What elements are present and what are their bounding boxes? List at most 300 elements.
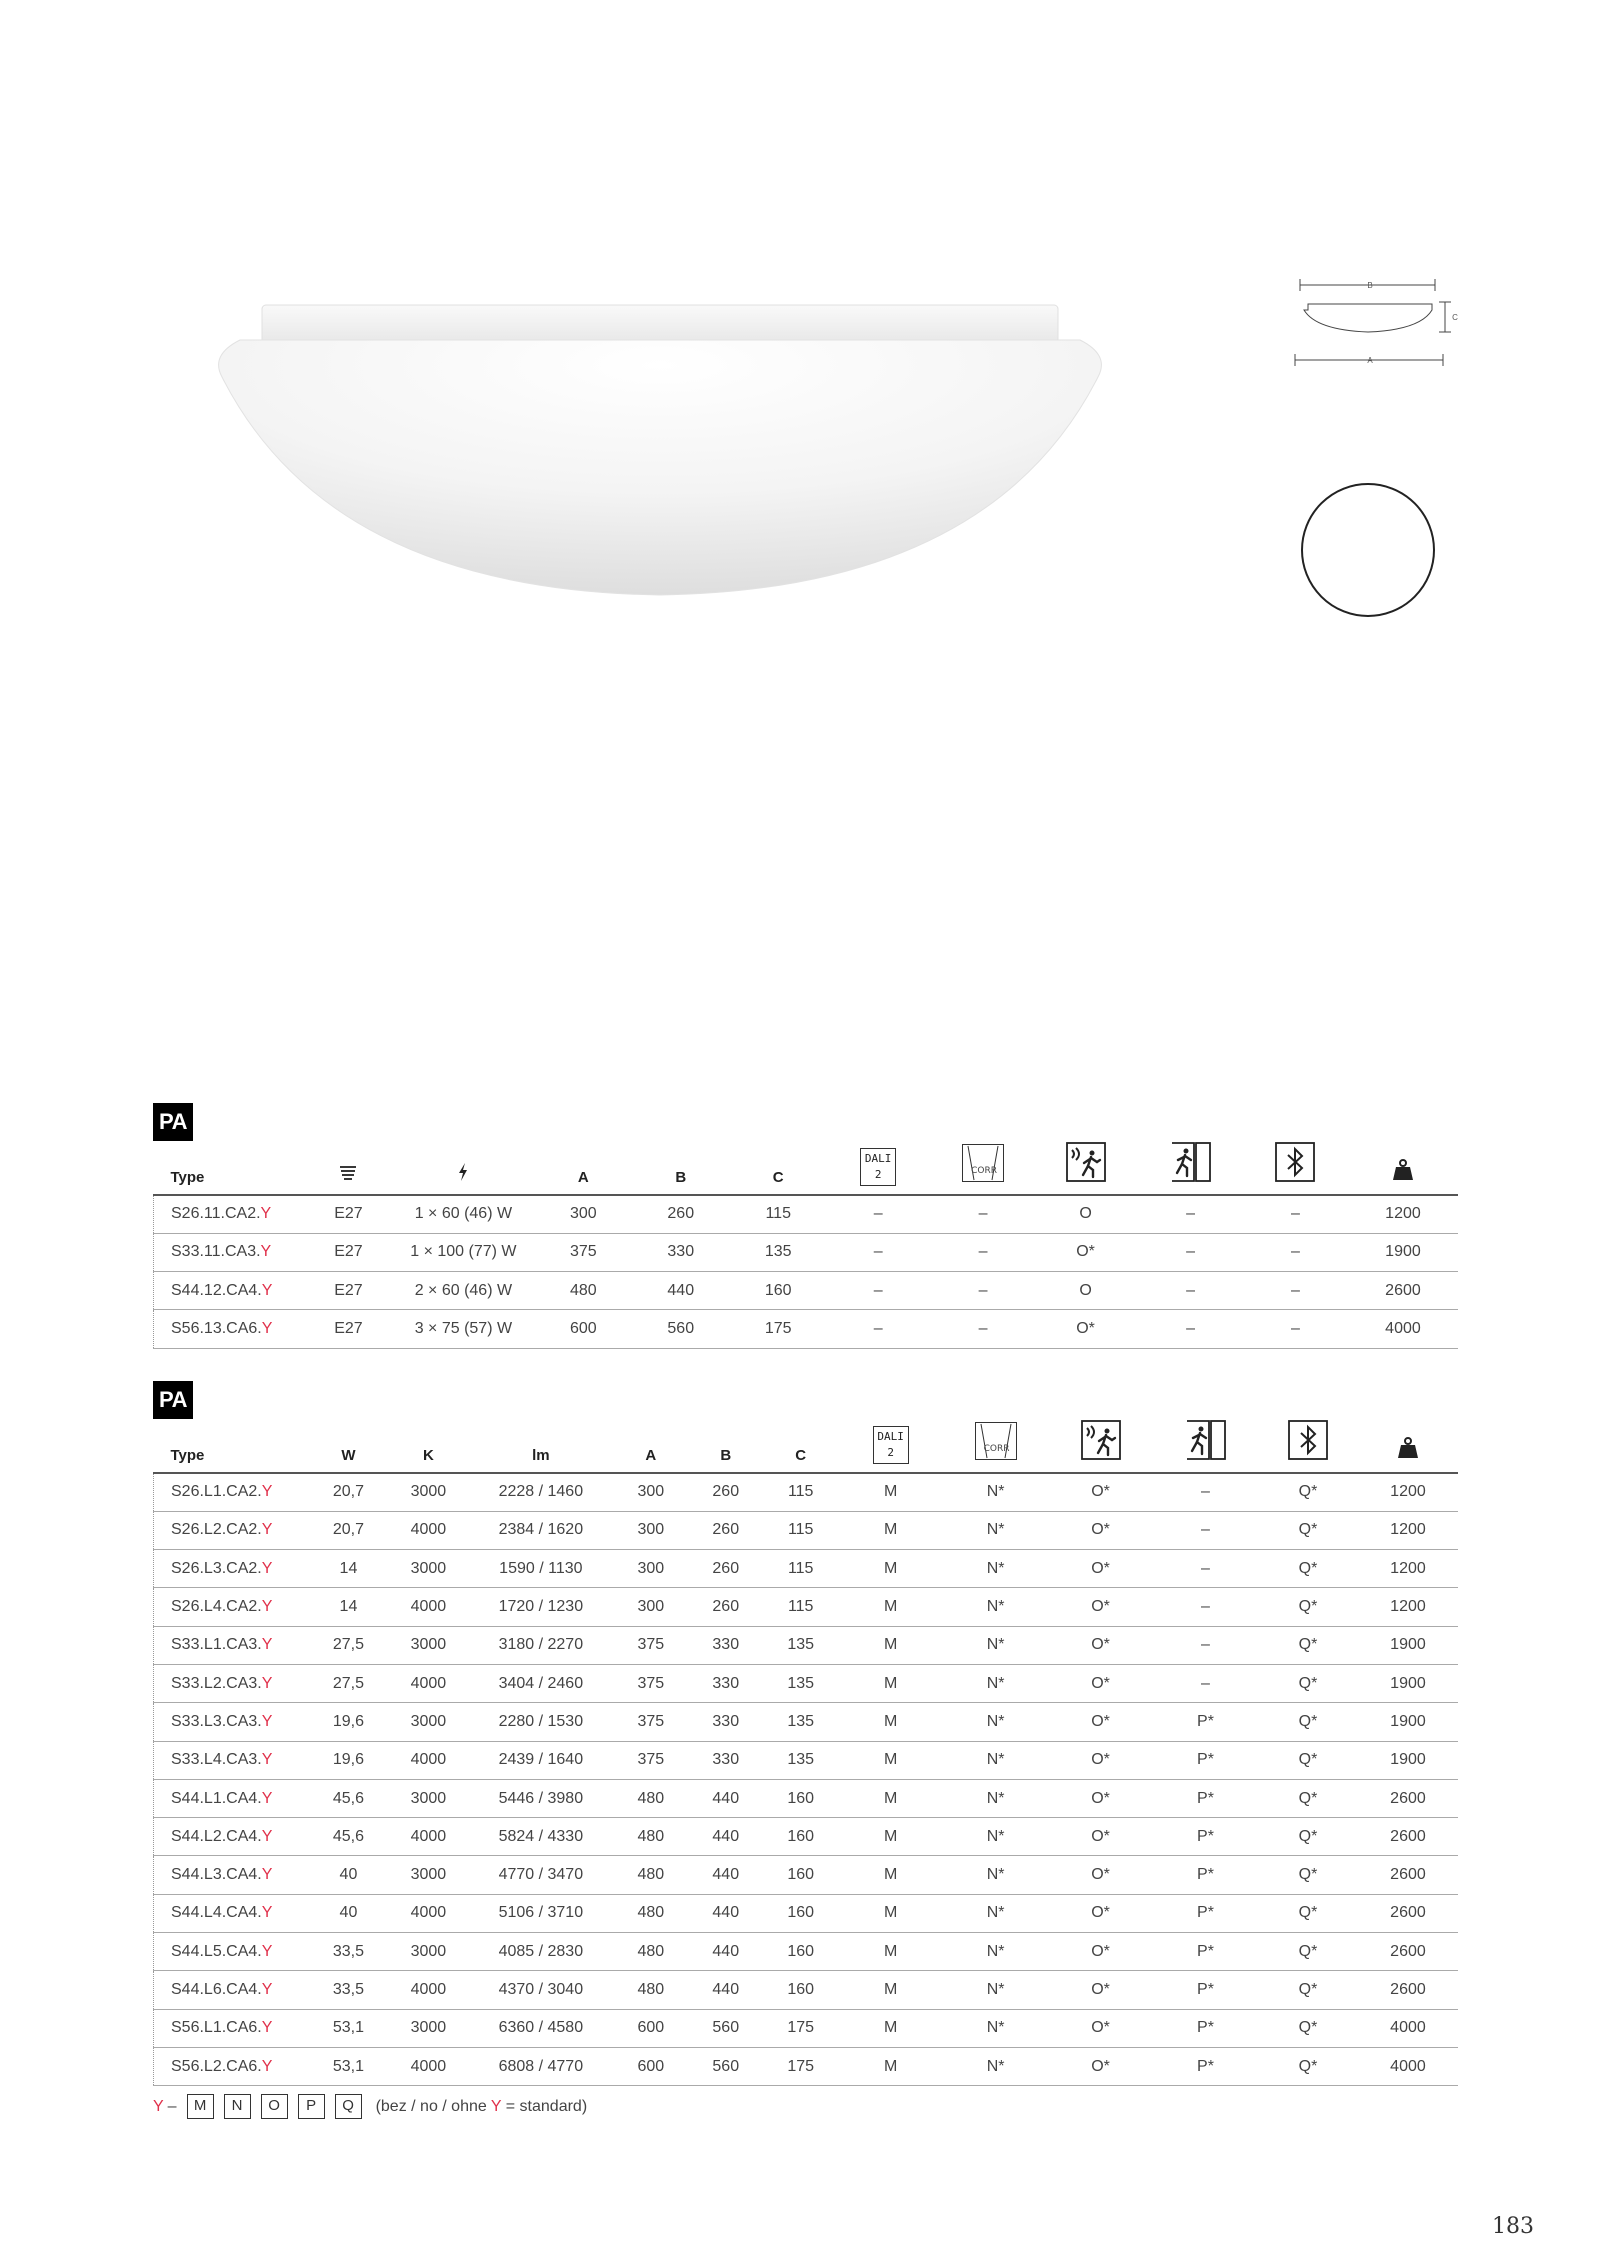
cell-bluetooth: Q* — [1258, 1779, 1358, 1817]
option-legend — [153, 2094, 587, 2119]
cell-b: 560 — [688, 2047, 763, 2085]
cell-a: 480 — [613, 1856, 688, 1894]
table-row — [154, 1272, 1459, 1310]
cell-type: S26.L4.CA2.Y — [154, 1588, 309, 1626]
corridor-function-icon: CORR — [933, 1141, 1033, 1195]
cell-lm: 2228 / 1460 — [468, 1473, 613, 1511]
table-row — [154, 1195, 1459, 1233]
cell-power: 2 × 60 (46) W — [388, 1272, 538, 1310]
cell-type: S56.L2.CA6.Y — [154, 2047, 309, 2085]
cell-sensor: O* — [1048, 1588, 1153, 1626]
spec-block-conventional — [153, 1103, 1458, 1349]
table-row — [154, 1703, 1459, 1741]
cell-type: S44.L4.CA4.Y — [154, 1894, 309, 1932]
cell-type: S26.11.CA2.Y — [154, 1195, 309, 1233]
cell-dali: M — [838, 1971, 943, 2009]
cell-emergency: P* — [1153, 1856, 1258, 1894]
cell-bluetooth: Q* — [1258, 1741, 1358, 1779]
cell-b: 260 — [688, 1473, 763, 1511]
cell-c: 160 — [763, 1933, 838, 1971]
cell-a: 300 — [613, 1550, 688, 1588]
col-w: W — [308, 1419, 388, 1473]
cell-bluetooth: – — [1243, 1195, 1348, 1233]
cell-type: S33.L4.CA3.Y — [154, 1741, 309, 1779]
cell-dali: M — [838, 1818, 943, 1856]
cell-weight: 2600 — [1358, 1971, 1458, 2009]
cell-corr: – — [933, 1310, 1033, 1348]
cell-corr: N* — [943, 1856, 1048, 1894]
option-box-n: N — [224, 2094, 251, 2119]
cell-k: 4000 — [388, 1588, 468, 1626]
cell-dali: M — [838, 1894, 943, 1932]
cell-dali: M — [838, 1511, 943, 1549]
cell-c: 160 — [733, 1272, 823, 1310]
cell-weight: 1200 — [1358, 1550, 1458, 1588]
cell-weight: 2600 — [1348, 1272, 1458, 1310]
cell-w: 14 — [308, 1588, 388, 1626]
cell-k: 4000 — [388, 1664, 468, 1702]
cell-emergency: – — [1153, 1511, 1258, 1549]
col-c: C — [763, 1419, 838, 1473]
cell-sensor: O* — [1033, 1310, 1138, 1348]
cell-w: 45,6 — [308, 1779, 388, 1817]
col-a: A — [613, 1419, 688, 1473]
cell-bluetooth: Q* — [1258, 1626, 1358, 1664]
cell-c: 115 — [763, 1588, 838, 1626]
option-box-m: M — [187, 2094, 214, 2119]
cell-bluetooth: Q* — [1258, 1933, 1358, 1971]
cell-b: 440 — [628, 1272, 733, 1310]
weight-icon — [1358, 1419, 1458, 1473]
col-lm: lm — [468, 1419, 613, 1473]
cell-k: 3000 — [388, 1703, 468, 1741]
cell-emergency: P* — [1153, 2047, 1258, 2085]
cell-sensor: O* — [1048, 1550, 1153, 1588]
cell-c: 135 — [763, 1664, 838, 1702]
cell-emergency: – — [1153, 1626, 1258, 1664]
cell-a: 300 — [613, 1473, 688, 1511]
cell-bluetooth: Q* — [1258, 1894, 1358, 1932]
side-dimension-drawing — [1290, 270, 1470, 380]
cell-sensor: O* — [1048, 1971, 1153, 2009]
cell-b: 330 — [688, 1703, 763, 1741]
cell-corr: N* — [943, 1818, 1048, 1856]
cell-k: 4000 — [388, 1511, 468, 1549]
product-photo — [210, 295, 1110, 615]
cell-a: 480 — [613, 1818, 688, 1856]
pa-badge: PA — [153, 1103, 193, 1141]
cell-k: 3000 — [388, 1626, 468, 1664]
cell-a: 600 — [538, 1310, 628, 1348]
cell-type: S26.L2.CA2.Y — [154, 1511, 309, 1549]
col-k: K — [388, 1419, 468, 1473]
cell-lm: 2280 / 1530 — [468, 1703, 613, 1741]
cell-type: S44.L5.CA4.Y — [154, 1933, 309, 1971]
cell-b: 260 — [688, 1511, 763, 1549]
col-b: B — [688, 1419, 763, 1473]
cell-b: 260 — [628, 1195, 733, 1233]
table-row — [154, 1856, 1459, 1894]
cell-w: 53,1 — [308, 2047, 388, 2085]
cell-emergency: – — [1138, 1233, 1243, 1271]
cell-a: 375 — [613, 1703, 688, 1741]
cell-dali: M — [838, 1933, 943, 1971]
emergency-exit-icon — [1153, 1419, 1258, 1473]
cell-dali: M — [838, 1626, 943, 1664]
cell-type: S56.13.CA6.Y — [154, 1310, 309, 1348]
cell-w: 53,1 — [308, 2009, 388, 2047]
cell-b: 440 — [688, 1779, 763, 1817]
cell-w: 27,5 — [308, 1664, 388, 1702]
cell-lm: 1590 / 1130 — [468, 1550, 613, 1588]
cell-emergency: – — [1153, 1550, 1258, 1588]
cell-weight: 2600 — [1358, 1933, 1458, 1971]
cell-a: 375 — [613, 1626, 688, 1664]
col-a: A — [538, 1141, 628, 1195]
weight-icon — [1348, 1141, 1458, 1195]
cell-power: 1 × 100 (77) W — [388, 1233, 538, 1271]
cell-k: 3000 — [388, 2009, 468, 2047]
table-row — [154, 1310, 1459, 1348]
cell-type: S26.L1.CA2.Y — [154, 1473, 309, 1511]
cell-bluetooth: Q* — [1258, 1664, 1358, 1702]
cell-weight: 1900 — [1358, 1626, 1458, 1664]
cell-sensor: O* — [1048, 1511, 1153, 1549]
cell-c: 135 — [763, 1741, 838, 1779]
col-type: Type — [154, 1141, 309, 1195]
cell-type: S44.L2.CA4.Y — [154, 1818, 309, 1856]
cell-a: 480 — [613, 1779, 688, 1817]
cell-corr: N* — [943, 1626, 1048, 1664]
cell-k: 3000 — [388, 1779, 468, 1817]
cell-a: 375 — [613, 1741, 688, 1779]
cell-b: 440 — [688, 1856, 763, 1894]
cell-weight: 1200 — [1348, 1195, 1458, 1233]
cell-lm: 4370 / 3040 — [468, 1971, 613, 2009]
bluetooth-icon — [1243, 1141, 1348, 1195]
spec-block-led — [153, 1381, 1458, 2086]
cell-emergency: P* — [1153, 1779, 1258, 1817]
cell-weight: 2600 — [1358, 1856, 1458, 1894]
cell-bluetooth: Q* — [1258, 1550, 1358, 1588]
cell-dali: M — [838, 1779, 943, 1817]
cell-k: 4000 — [388, 1818, 468, 1856]
cell-a: 300 — [538, 1195, 628, 1233]
cell-b: 330 — [688, 1664, 763, 1702]
emergency-exit-icon — [1138, 1141, 1243, 1195]
cell-lm: 2439 / 1640 — [468, 1741, 613, 1779]
cell-corr: N* — [943, 1588, 1048, 1626]
cell-w: 14 — [308, 1550, 388, 1588]
bluetooth-icon — [1258, 1419, 1358, 1473]
cell-k: 3000 — [388, 1933, 468, 1971]
cell-w: 40 — [308, 1856, 388, 1894]
cell-socket: E27 — [308, 1233, 388, 1271]
cell-b: 560 — [628, 1310, 733, 1348]
cell-corr: N* — [943, 1511, 1048, 1549]
cell-corr: N* — [943, 1894, 1048, 1932]
cell-weight: 1900 — [1348, 1233, 1458, 1271]
cell-type: S44.L3.CA4.Y — [154, 1856, 309, 1894]
cell-weight: 2600 — [1358, 1894, 1458, 1932]
cell-weight: 1200 — [1358, 1511, 1458, 1549]
cell-w: 33,5 — [308, 1971, 388, 2009]
cell-c: 160 — [763, 1894, 838, 1932]
cell-corr: N* — [943, 2009, 1048, 2047]
cell-c: 135 — [763, 1626, 838, 1664]
cell-k: 3000 — [388, 1550, 468, 1588]
cell-k: 4000 — [388, 2047, 468, 2085]
cell-a: 300 — [613, 1588, 688, 1626]
cell-sensor: O* — [1048, 1741, 1153, 1779]
cell-bluetooth: Q* — [1258, 1511, 1358, 1549]
cell-c: 115 — [733, 1195, 823, 1233]
cell-c: 135 — [733, 1233, 823, 1271]
cell-corr: N* — [943, 1473, 1048, 1511]
cell-a: 600 — [613, 2009, 688, 2047]
cell-dali: M — [838, 1741, 943, 1779]
cell-emergency: – — [1153, 1664, 1258, 1702]
cell-bluetooth: – — [1243, 1272, 1348, 1310]
cell-type: S44.L1.CA4.Y — [154, 1779, 309, 1817]
cell-c: 115 — [763, 1473, 838, 1511]
cell-w: 45,6 — [308, 1818, 388, 1856]
cell-a: 480 — [613, 1971, 688, 2009]
cell-emergency: – — [1138, 1272, 1243, 1310]
table-row — [154, 1550, 1459, 1588]
cell-weight: 4000 — [1358, 2047, 1458, 2085]
cell-dali: M — [838, 1550, 943, 1588]
cell-lm: 5824 / 4330 — [468, 1818, 613, 1856]
cell-corr: N* — [943, 2047, 1048, 2085]
cell-lm: 6808 / 4770 — [468, 2047, 613, 2085]
cell-b: 440 — [688, 1933, 763, 1971]
cell-b: 330 — [628, 1233, 733, 1271]
cell-c: 115 — [763, 1550, 838, 1588]
cell-sensor: O* — [1048, 2047, 1153, 2085]
cell-b: 560 — [688, 2009, 763, 2047]
dali-2-icon: DALI 2 — [838, 1419, 943, 1473]
cell-c: 115 — [763, 1511, 838, 1549]
cell-b: 440 — [688, 1894, 763, 1932]
cell-emergency: P* — [1153, 1971, 1258, 2009]
cell-bluetooth: Q* — [1258, 1818, 1358, 1856]
option-box-o: O — [261, 2094, 288, 2119]
cell-emergency: P* — [1153, 1818, 1258, 1856]
table-row — [154, 1933, 1459, 1971]
cell-weight: 4000 — [1348, 1310, 1458, 1348]
page-number: 183 — [1492, 2214, 1534, 2239]
power-bolt-icon — [388, 1141, 538, 1195]
cell-socket: E27 — [308, 1310, 388, 1348]
cell-w: 20,7 — [308, 1473, 388, 1511]
cell-corr: N* — [943, 1550, 1048, 1588]
lamp-socket-icon — [308, 1141, 388, 1195]
cell-bluetooth: Q* — [1258, 2047, 1358, 2085]
cell-dali: M — [838, 1588, 943, 1626]
cell-weight: 2600 — [1358, 1779, 1458, 1817]
cell-b: 440 — [688, 1818, 763, 1856]
cell-b: 440 — [688, 1971, 763, 2009]
cell-emergency: – — [1153, 1473, 1258, 1511]
cell-type: S33.L2.CA3.Y — [154, 1664, 309, 1702]
table-row — [154, 1664, 1459, 1702]
cell-corr: N* — [943, 1703, 1048, 1741]
cell-sensor: O — [1033, 1272, 1138, 1310]
cell-lm: 3404 / 2460 — [468, 1664, 613, 1702]
table-row — [154, 1511, 1459, 1549]
cell-sensor: O* — [1048, 1856, 1153, 1894]
cell-b: 260 — [688, 1550, 763, 1588]
cell-type: S44.12.CA4.Y — [154, 1272, 309, 1310]
option-box-q: Q — [335, 2094, 362, 2119]
cell-c: 160 — [763, 1818, 838, 1856]
cell-corr: – — [933, 1233, 1033, 1271]
cell-emergency: P* — [1153, 2009, 1258, 2047]
cell-dali: – — [823, 1310, 933, 1348]
cell-corr: N* — [943, 1741, 1048, 1779]
table-header-row — [154, 1141, 1459, 1195]
legend-note: (bez / no / ohne Y = standard) — [375, 2097, 588, 2115]
cell-lm: 6360 / 4580 — [468, 2009, 613, 2047]
cell-emergency: – — [1138, 1195, 1243, 1233]
cell-dali: M — [838, 1703, 943, 1741]
cell-c: 175 — [763, 2047, 838, 2085]
cell-sensor: O* — [1048, 1626, 1153, 1664]
cell-bluetooth: Q* — [1258, 1588, 1358, 1626]
legend-dash: – — [167, 2097, 177, 2115]
cell-sensor: O* — [1048, 1703, 1153, 1741]
cell-lm: 5106 / 3710 — [468, 1894, 613, 1932]
cell-w: 20,7 — [308, 1511, 388, 1549]
col-b: B — [628, 1141, 733, 1195]
table-header-row — [154, 1419, 1459, 1473]
cell-lm: 4770 / 3470 — [468, 1856, 613, 1894]
cell-corr: N* — [943, 1971, 1048, 2009]
cell-dali: – — [823, 1272, 933, 1310]
spec-table-led — [153, 1419, 1458, 2086]
cell-type: S33.11.CA3.Y — [154, 1233, 309, 1271]
cell-b: 260 — [688, 1588, 763, 1626]
cell-corr: N* — [943, 1779, 1048, 1817]
cell-c: 175 — [733, 1310, 823, 1348]
table-row — [154, 1233, 1459, 1271]
cell-dali: M — [838, 2009, 943, 2047]
top-view-drawing — [1295, 475, 1445, 625]
table-row — [154, 1779, 1459, 1817]
cell-b: 330 — [688, 1741, 763, 1779]
cell-lm: 1720 / 1230 — [468, 1588, 613, 1626]
cell-type: S44.L6.CA4.Y — [154, 1971, 309, 2009]
cell-a: 480 — [613, 1933, 688, 1971]
cell-weight: 1200 — [1358, 1473, 1458, 1511]
dali-2-icon: DALI 2 — [823, 1141, 933, 1195]
cell-w: 27,5 — [308, 1626, 388, 1664]
cell-emergency: P* — [1153, 1933, 1258, 1971]
cell-bluetooth: Q* — [1258, 2009, 1358, 2047]
cell-w: 19,6 — [308, 1703, 388, 1741]
cell-sensor: O* — [1048, 2009, 1153, 2047]
cell-weight: 2600 — [1358, 1818, 1458, 1856]
cell-sensor: O* — [1048, 1664, 1153, 1702]
cell-type: S56.L1.CA6.Y — [154, 2009, 309, 2047]
cell-bluetooth: Q* — [1258, 1856, 1358, 1894]
cell-a: 375 — [538, 1233, 628, 1271]
cell-bluetooth: – — [1243, 1233, 1348, 1271]
cell-a: 300 — [613, 1511, 688, 1549]
cell-b: 330 — [688, 1626, 763, 1664]
col-type: Type — [154, 1419, 309, 1473]
cell-lm: 5446 / 3980 — [468, 1779, 613, 1817]
cell-power: 3 × 75 (57) W — [388, 1310, 538, 1348]
cell-dali: M — [838, 1473, 943, 1511]
cell-type: S26.L3.CA2.Y — [154, 1550, 309, 1588]
table-row — [154, 2009, 1459, 2047]
cell-k: 4000 — [388, 1741, 468, 1779]
cell-emergency: P* — [1153, 1741, 1258, 1779]
cell-weight: 1900 — [1358, 1703, 1458, 1741]
cell-socket: E27 — [308, 1272, 388, 1310]
table-row — [154, 1971, 1459, 2009]
table-row — [154, 1626, 1459, 1664]
cell-w: 19,6 — [308, 1741, 388, 1779]
spec-table-conventional — [153, 1141, 1458, 1349]
cell-emergency: – — [1153, 1588, 1258, 1626]
svg-text:C: C — [1452, 313, 1458, 322]
motion-sensor-icon — [1048, 1419, 1153, 1473]
cell-lm: 2384 / 1620 — [468, 1511, 613, 1549]
cell-dali: M — [838, 1664, 943, 1702]
table-row — [154, 1894, 1459, 1932]
cell-dali: M — [838, 2047, 943, 2085]
cell-k: 3000 — [388, 1473, 468, 1511]
table-row — [154, 2047, 1459, 2085]
cell-emergency: P* — [1153, 1703, 1258, 1741]
cell-bluetooth: Q* — [1258, 1703, 1358, 1741]
cell-a: 375 — [613, 1664, 688, 1702]
corridor-function-icon: CORR — [943, 1419, 1048, 1473]
cell-weight: 4000 — [1358, 2009, 1458, 2047]
table-row — [154, 1741, 1459, 1779]
cell-corr: N* — [943, 1933, 1048, 1971]
cell-type: S33.L1.CA3.Y — [154, 1626, 309, 1664]
cell-sensor: O — [1033, 1195, 1138, 1233]
cell-weight: 1200 — [1358, 1588, 1458, 1626]
cell-dali: – — [823, 1233, 933, 1271]
cell-lm: 4085 / 2830 — [468, 1933, 613, 1971]
cell-socket: E27 — [308, 1195, 388, 1233]
cell-lm: 3180 / 2270 — [468, 1626, 613, 1664]
cell-emergency: P* — [1153, 1894, 1258, 1932]
pa-badge: PA — [153, 1381, 193, 1419]
cell-bluetooth: Q* — [1258, 1971, 1358, 2009]
cell-sensor: O* — [1048, 1933, 1153, 1971]
cell-w: 40 — [308, 1894, 388, 1932]
table-row — [154, 1588, 1459, 1626]
cell-bluetooth: Q* — [1258, 1473, 1358, 1511]
cell-weight: 1900 — [1358, 1741, 1458, 1779]
table-row — [154, 1818, 1459, 1856]
cell-c: 160 — [763, 1856, 838, 1894]
cell-corr: N* — [943, 1664, 1048, 1702]
cell-bluetooth: – — [1243, 1310, 1348, 1348]
cell-dali: – — [823, 1195, 933, 1233]
cell-sensor: O* — [1048, 1894, 1153, 1932]
cell-sensor: O* — [1048, 1779, 1153, 1817]
cell-c: 160 — [763, 1779, 838, 1817]
cell-k: 3000 — [388, 1856, 468, 1894]
cell-sensor: O* — [1033, 1233, 1138, 1271]
